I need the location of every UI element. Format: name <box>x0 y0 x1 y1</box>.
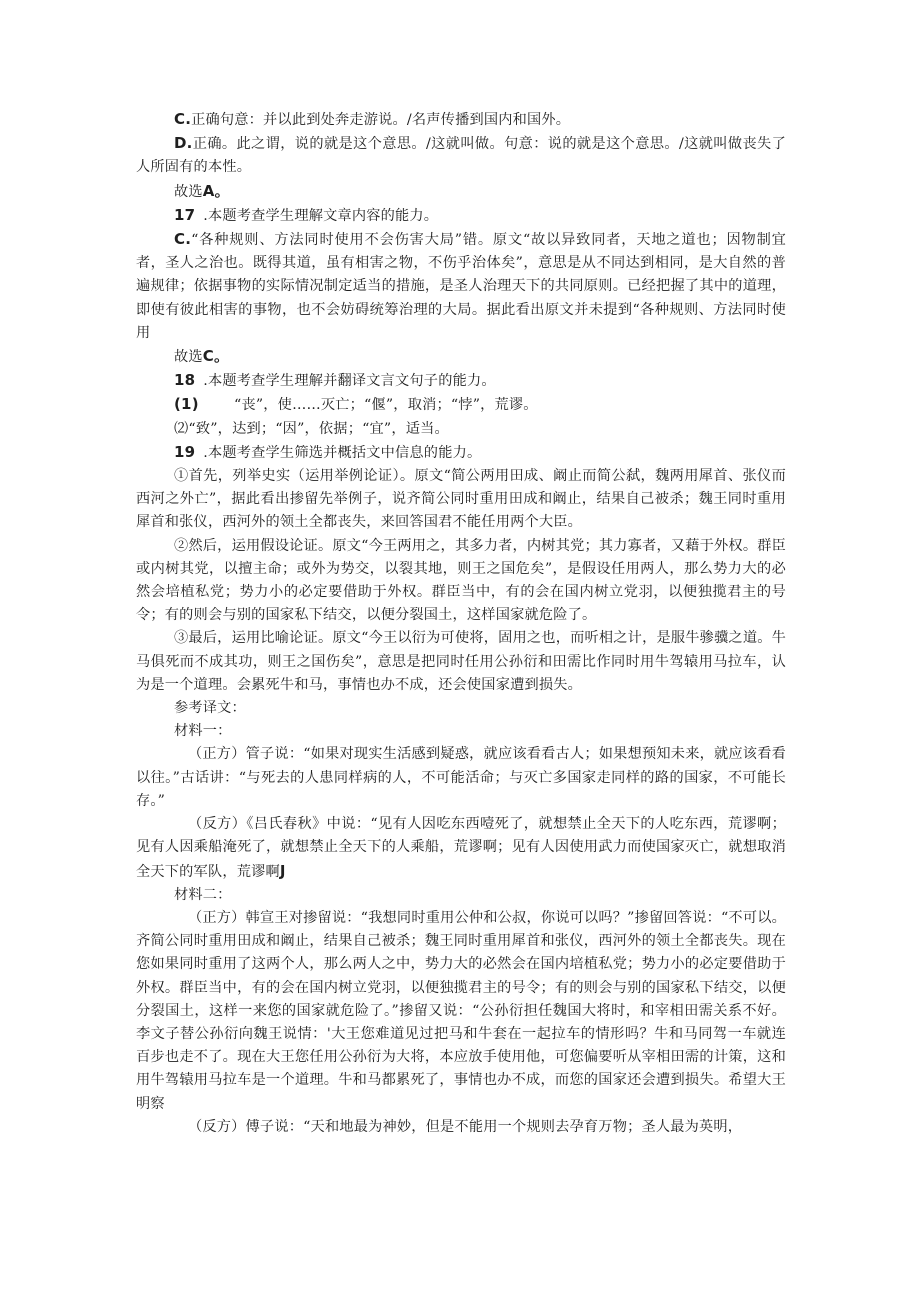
paragraph-text: 材料二： <box>174 886 232 903</box>
paragraph <box>136 132 786 179</box>
paragraph-text: .本题考查学生理解并翻译文言文句子的能力。 <box>203 373 496 390</box>
paragraph <box>136 369 786 393</box>
paragraph-text: （反方）《吕氏春秋》中说：“见有人因吃东西噎死了，就想禁止全天下的人吃东西，荒谬啊；见有人因乘船淹死了，就想禁止全天下的人乘船，荒谬啊；见有人因使用武力而使国家灭亡，就想取消全天下的军队，荒谬啊 <box>136 816 786 880</box>
paragraph-text: .本题考查学生理解文章内容的能力。 <box>203 207 439 224</box>
paragraph <box>136 535 786 628</box>
option-mark: C. <box>174 230 192 249</box>
paragraph-text: 故选 <box>174 349 203 366</box>
question-number: 17 <box>174 205 196 224</box>
paragraph <box>136 907 786 1116</box>
paragraph <box>136 345 786 369</box>
answer-mark: C。 <box>202 347 230 366</box>
question-number: 18 <box>174 371 196 390</box>
paragraph <box>136 180 786 204</box>
paragraph <box>136 697 786 720</box>
option-mark: D. <box>174 134 193 153</box>
paragraph-text: 材料一： <box>174 723 232 740</box>
answer-mark: J <box>279 861 286 880</box>
paragraph-text: .本题考查学生筛选并概括文中信息的能力。 <box>203 444 482 461</box>
paragraph-text: 正确。此之谓，说的就是这个意思。/这就叫做。句意：说的就是这个意思。/这就叫做丧失了人所固有的本性。 <box>136 136 786 176</box>
paragraph-text: 故选 <box>174 183 203 200</box>
paragraph <box>136 813 786 884</box>
paragraph-text: ①首先，列举史实（运用举例论证）。原文“简公两用田成、阚止而简公弑，魏两用犀首、张仪而西河之外亡”，据此看出掺留先举例子，说齐简公同时重用田成和阚止，结果自己被杀；魏王同时重用犀首和张仪，西河外的领土全都丧失，来回答国君不能任用两个大臣。 <box>136 468 786 531</box>
paragraph <box>136 204 786 228</box>
document-page <box>136 108 786 1139</box>
paragraph-text: 参考译文： <box>174 700 246 717</box>
paragraph-text: “丧”，使……灭亡；“偃”，取消；“悖”，荒谬。 <box>234 397 538 414</box>
paragraph-text: 正确句意：并以此到处奔走游说。/名声传播到国内和国外。 <box>191 112 571 128</box>
sub-item-label: (1) <box>174 395 199 414</box>
paragraph <box>136 1116 786 1139</box>
paragraph-text: （正方）韩宣王对掺留说：“我想同时重用公仲和公叔，你说可以吗？”掺留回答说：“不可以。齐简公同时重用田成和阚止，结果自己被杀；魏王同时重用犀首和张仪，西河外的领土全都丧失。现在您如果同时重用了这两个人，那么两人之中，势力大的必然会在国内培植私党；势力小的必定要借助于外权。群臣当中，有的会在国内树立党羽，以便独揽君主的号令；有的则会与别的国家私下结交，以便分裂国土，这样一来您的国家就危险了。”掺留又说：“公孙衍担任魏国大将时，和宰相田需关系不好。李文子替公孙衍向魏王说情：'大王您难道见过把马和牛套在一起拉车的情形吗？牛和马同驾一车就连百步也走不了。现在大王您任用公孙衍为大将，本应放手使用他，可您偏要听从宰相田需的计策，这和用牛驾辕用马拉车是一个道理。牛和马都累死了，事情也办不成，而您的国家还会遭到损失。希望大王明察 <box>136 909 786 1112</box>
paragraph <box>136 627 786 697</box>
paragraph <box>136 393 786 417</box>
paragraph <box>136 441 786 465</box>
answer-mark: A。 <box>202 181 230 200</box>
paragraph <box>136 465 786 535</box>
paragraph <box>136 108 786 132</box>
paragraph <box>136 720 786 743</box>
paragraph-text: ⑵“致”，达到；“因”，依据；“宜”，适当。 <box>174 420 449 437</box>
paragraph <box>136 418 786 441</box>
paragraph-text: “各种规则、方法同时使用不会伤害大局”错。原文“故以异致同者，天地之道也；因物制宜者，圣人之治也。既得其道，虽有相害之物，不伤乎治体矣”，意思是从不同达到相同，是大自然的普遍规律；依据事物的实际情况制定适当的措施，是圣人治理天下的共同原则。已经把握了其中的道理，即使有彼此相害的事物，也不会妨碍统筹治理的大局。据此看出原文并未提到“各种规则、方法同时使用 <box>136 232 786 341</box>
option-mark: C. <box>174 110 192 128</box>
paragraph-text: （正方）管子说：“如果对现实生活感到疑惑，就应该看看古人；如果想预知未来，就应该看看以往。”古话讲：“与死去的人患同样病的人，不可能活命；与灭亡多国家走同样的路的国家，不可能长存。” <box>136 746 786 809</box>
paragraph-text: ③最后，运用比喻论证。原文“今王以衍为可使将，固用之也，而听相之计，是服牛骖骥之道。牛马俱死而不成其功，则王之国伤矣”，意思是把同时任用公孙衍和田需比作同时用牛驾辕用马拉车，认为是一个道理。会累死牛和马，事情也办不成，还会使国家遭到损失。 <box>136 630 786 693</box>
paragraph-text: ②然后，运用假设论证。原文“今王两用之，其多力者，内树其党；其力寡者，又藉于外权。群臣或内树其党，以擅主命；或外为势交，以裂其地，则王之国危矣”，是假设任用两人，那么势力大的必然会培植私党；势力小的必定要借助于外权。群臣当中，有的会在国内树立党羽，以便独揽君主的号令；有的则会与别的国家私下结交，以便分裂国土，这样国家就危险了。 <box>136 537 786 624</box>
paragraph-text: （反方）傅子说：“天和地最为神妙，但是不能用一个规则去孕育万物；圣人最为英明， <box>188 1118 743 1135</box>
paragraph <box>136 228 786 345</box>
question-number: 19 <box>174 442 196 461</box>
paragraph <box>136 743 786 813</box>
paragraph <box>136 884 786 907</box>
